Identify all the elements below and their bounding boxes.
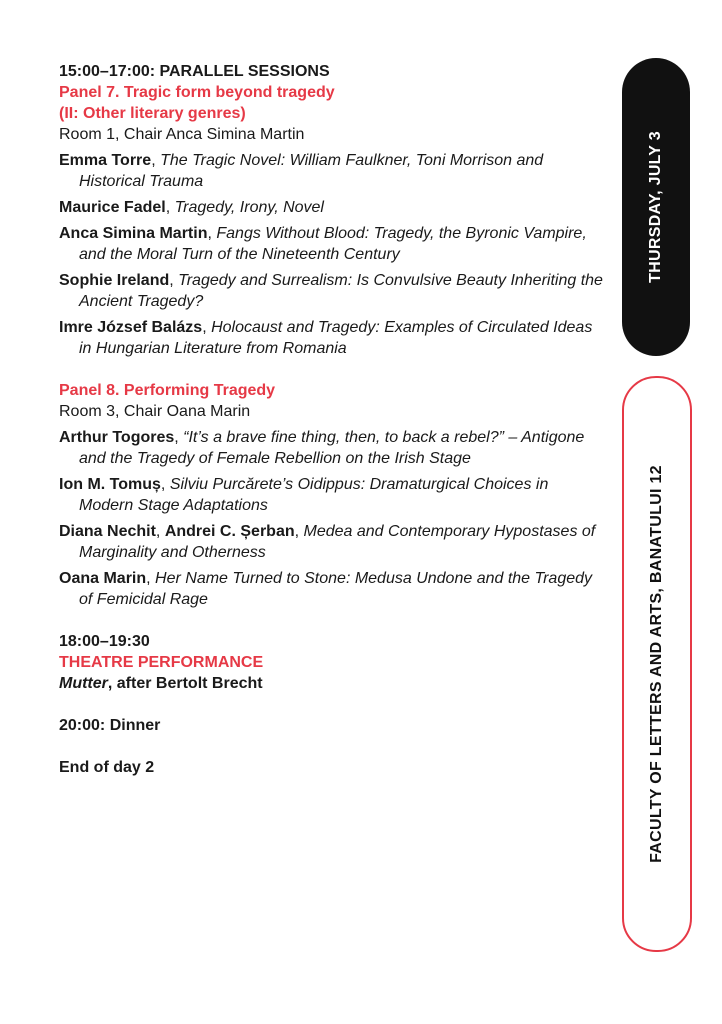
paper-title: Her Name Turned to Stone: Medusa Undone and the Tragedy of Femicidal Rage (79, 570, 593, 608)
parallel-sessions-heading: 15:00–17:00: PARALLEL SESSIONS (59, 63, 330, 80)
panel8-title: Panel 8. Performing Tragedy (59, 382, 276, 399)
paper-author: Emma Torre (59, 152, 152, 169)
day-label: THURSDAY, JULY 3 (647, 131, 664, 283)
venue-tab (622, 376, 692, 952)
panel8-room: Room 3, Chair Oana Marin (59, 403, 251, 420)
paper-author: Diana Nechit (59, 523, 156, 540)
paper-entry: Imre József Balázs, Holocaust and Tragedy: Examples of Circulated Ideas in Hungarian Literature from Romania (59, 319, 593, 357)
paper-entry: Emma Torre, The Tragic Novel: William Faulkner, Toni Morrison and Historical Trauma (59, 152, 544, 190)
paper-title: Fangs Without Blood: Tragedy, the Byronic Vampire, and the Moral Turn of the Nineteenth Century (79, 225, 587, 263)
paper-title: Holocaust and Tragedy: Examples of Circulated Ideas in Hungarian Literature from Romania (79, 319, 593, 357)
play-title: Mutter (59, 675, 108, 692)
paper-author: Oana Marin (59, 570, 147, 587)
paper-entry: Diana Nechit, Andrei C. Șerban, Medea and Contemporary Hypostases of Marginality and Otherness (59, 523, 596, 561)
end-of-day: End of day 2 (59, 759, 155, 776)
paper-entry: Anca Simina Martin, Fangs Without Blood: Tragedy, the Byronic Vampire, and the Moral Turn of the Nineteenth Century (59, 225, 587, 263)
paper-author: Ion M. Tomuș (59, 476, 161, 493)
play-credit: , after Bertolt Brecht (107, 675, 263, 692)
performance-time: 18:00–19:30 (59, 633, 150, 650)
panel7-subtitle: (II: Other literary genres) (59, 105, 246, 122)
paper-entry: Sophie Ireland, Tragedy and Surrealism: Is Convulsive Beauty Inheriting the Ancient Tragedy? (59, 272, 603, 310)
paper-entry: Ion M. Tomuș, Silviu Purcărete’s Oidippus: Dramaturgical Choices in Modern Stage Adaptations (59, 476, 549, 514)
paper-author: Sophie Ireland (59, 272, 170, 289)
paper-author: Arthur Togores (59, 429, 175, 446)
paper-entry: Oana Marin, Her Name Turned to Stone: Medusa Undone and the Tragedy of Femicidal Rage (59, 570, 593, 608)
paper-author: Imre József Balázs (59, 319, 203, 336)
panel7-room: Room 1, Chair Anca Simina Martin (59, 126, 305, 143)
paper-entry: Arthur Togores, “It’s a brave fine thing, then, to back a rebel?” – Antigone and the Tragedy of Female Rebellion on the Irish Stage (59, 429, 585, 467)
paper-author: Andrei C. Șerban (164, 523, 295, 540)
paper-entry: Maurice Fadel, Tragedy, Irony, Novel (59, 199, 324, 216)
dinner-line: 20:00: Dinner (59, 717, 161, 734)
paper-title: Tragedy and Surrealism: Is Convulsive Beauty Inheriting the Ancient Tragedy? (79, 272, 603, 310)
paper-title: Medea and Contemporary Hypostases of Marginality and Otherness (79, 523, 596, 561)
venue-label: FACULTY OF LETTERS AND ARTS, BANATULUI 12 (648, 465, 665, 863)
performance-title (59, 673, 604, 694)
day-tab (622, 58, 690, 356)
paper-title: Silviu Purcărete’s Oidippus: Dramaturgical Choices in Modern Stage Adaptations (79, 476, 549, 514)
paper-author: Maurice Fadel (59, 199, 166, 216)
paper-title: Tragedy, Irony, Novel (174, 199, 324, 216)
paper-title: The Tragic Novel: William Faulkner, Toni Morrison and Historical Trauma (79, 152, 544, 190)
performance-label: THEATRE PERFORMANCE (59, 654, 264, 671)
paper-title: “It’s a brave fine thing, then, to back a rebel?” – Antigone and the Tragedy of Female Rebellion on the Irish Stage (79, 429, 585, 467)
program-content (59, 61, 604, 778)
panel7-title: Panel 7. Tragic form beyond tragedy (59, 84, 335, 101)
paper-author: Anca Simina Martin (59, 225, 208, 242)
